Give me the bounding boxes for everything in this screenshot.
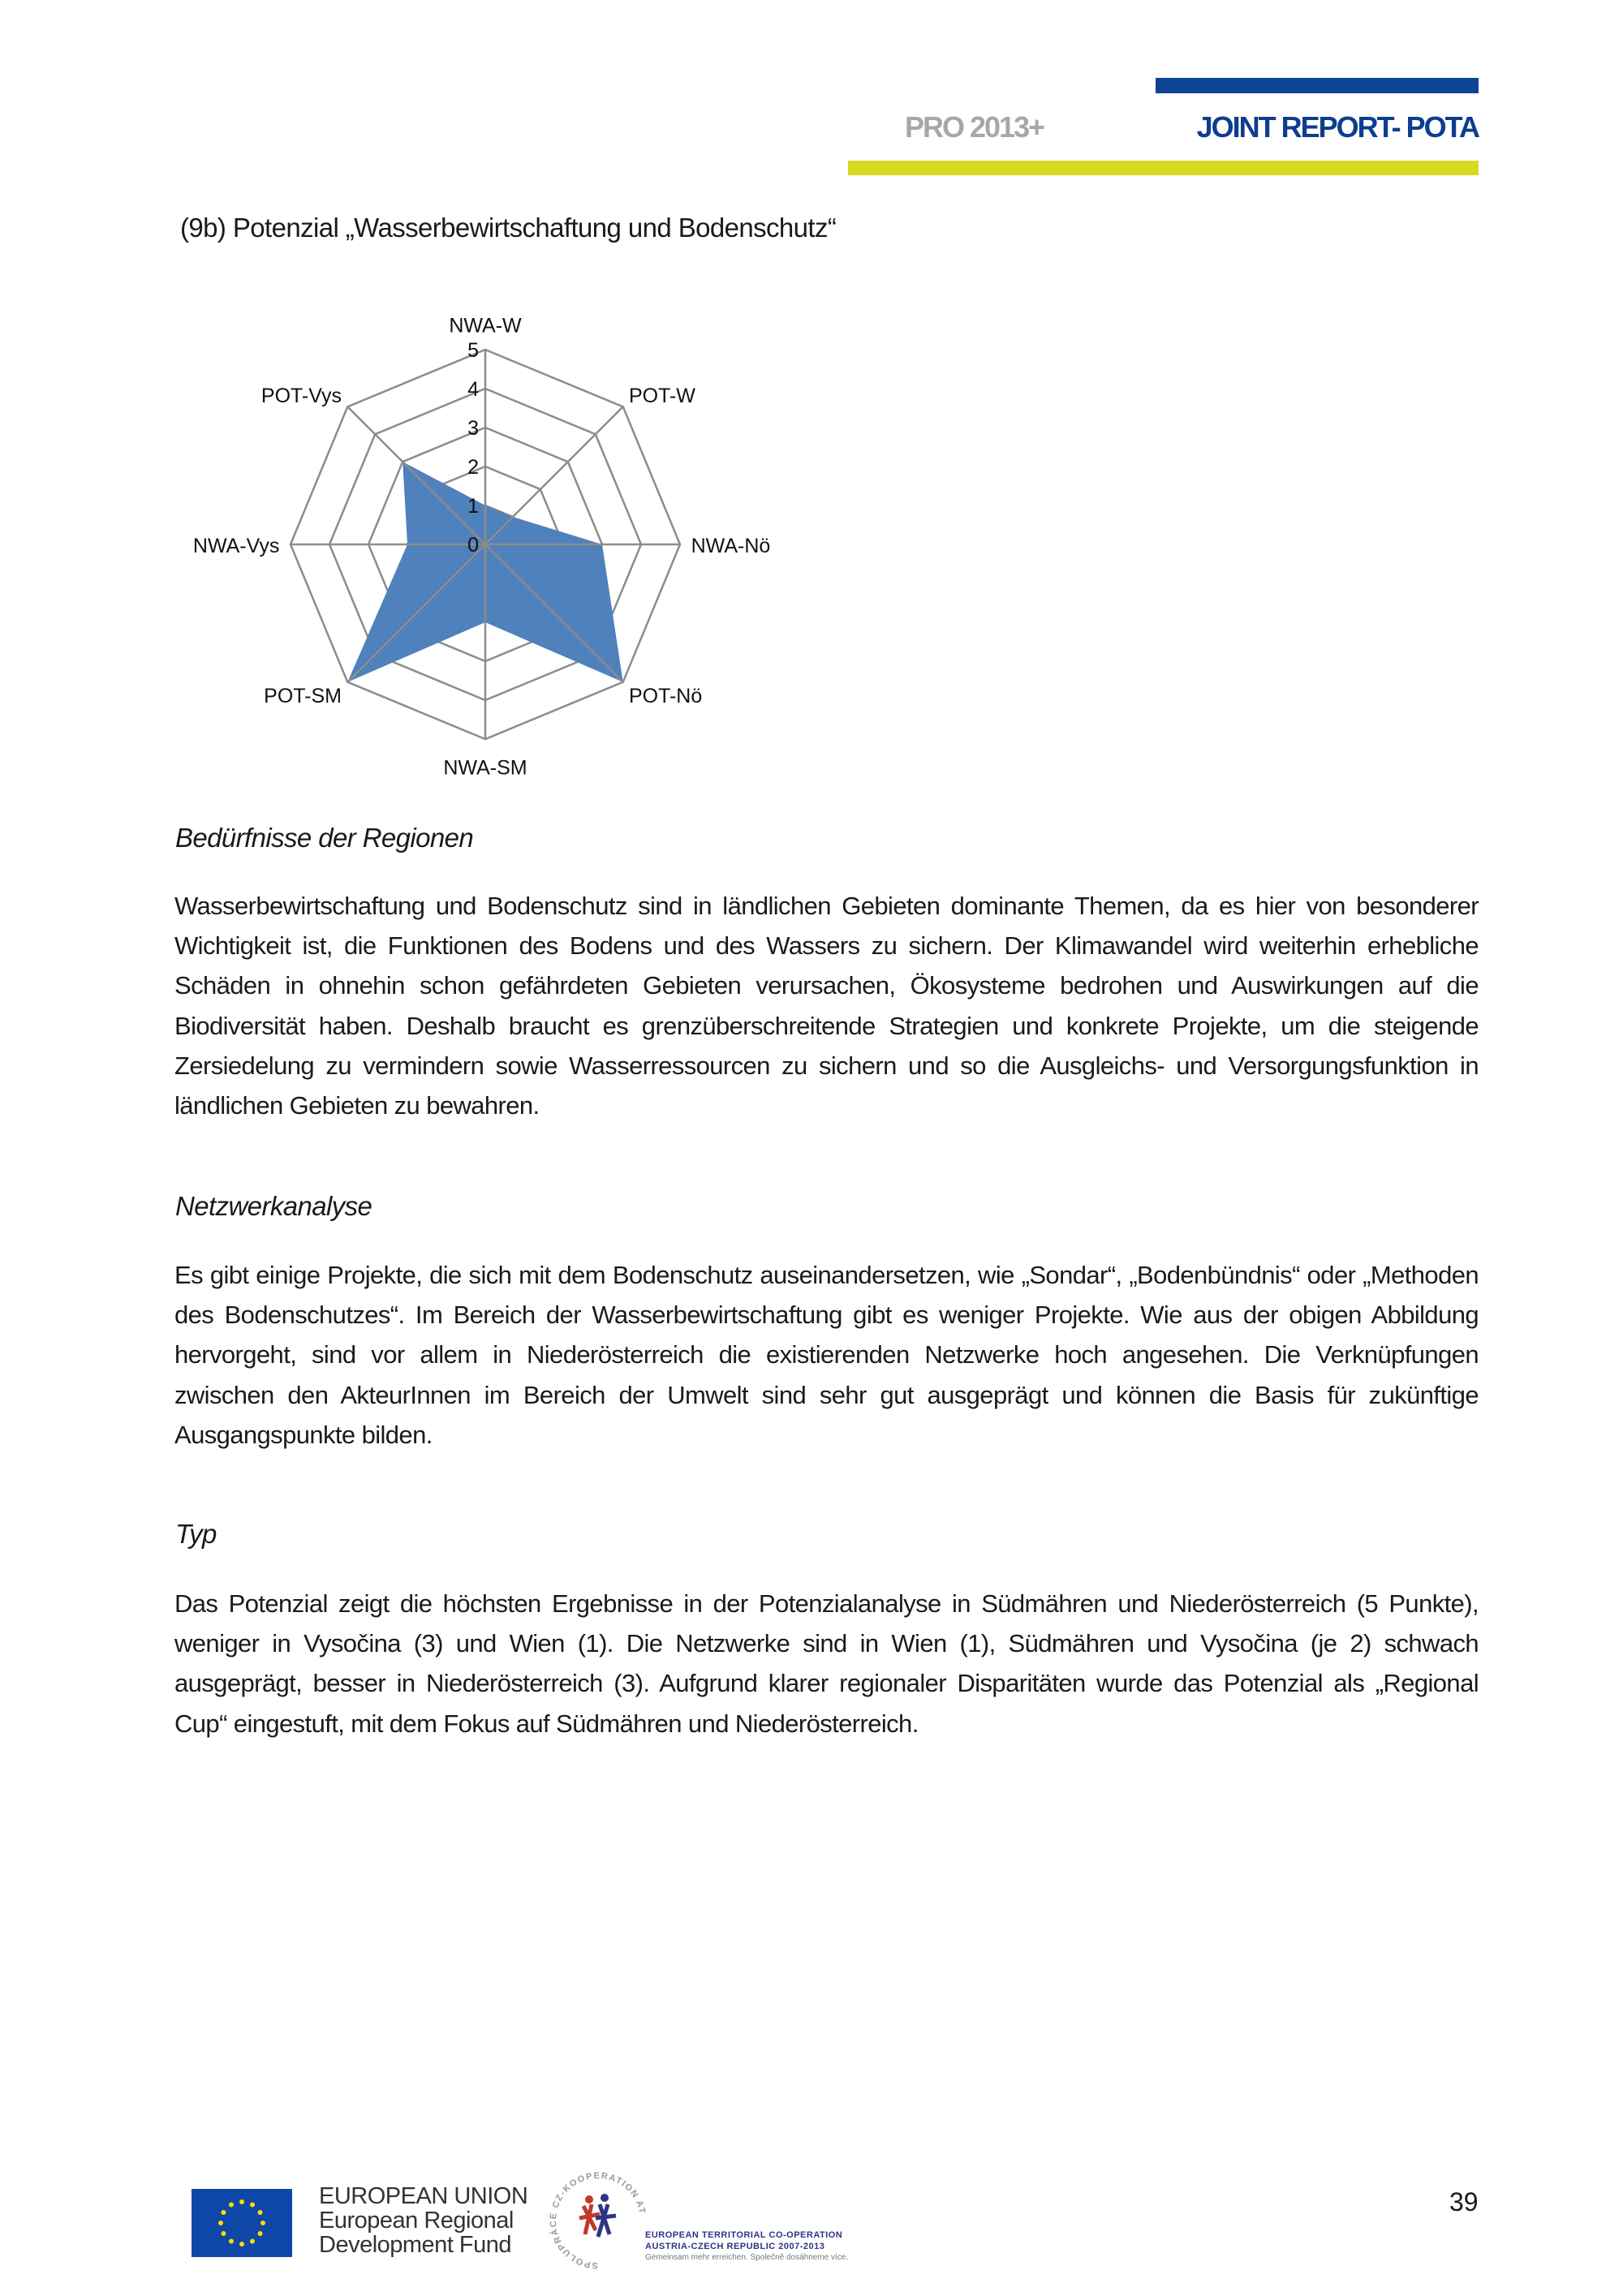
figure-blue-icon: [596, 2204, 616, 2237]
header-blue-bar: [1156, 78, 1479, 93]
eu-star: [229, 2202, 234, 2207]
radar-tick-label: 3: [467, 417, 479, 440]
eu-star: [250, 2202, 255, 2207]
eu-star: [260, 2221, 265, 2225]
eu-star: [221, 2210, 226, 2215]
etc-ring-textpath: SPOLUPRÁCE CZ-KOOPERATION AT: [548, 2170, 648, 2271]
eu-star: [239, 2199, 244, 2204]
radar-tick-label: 4: [467, 378, 479, 401]
radar-category-label: POT-Vys: [260, 385, 342, 408]
eu-star: [258, 2231, 263, 2236]
etc-line: EUROPEAN TERRITORIAL CO-OPERATION: [645, 2230, 843, 2240]
radar-tick-label: 2: [467, 456, 479, 479]
etc-ring-text: [549, 2171, 648, 2270]
radar-tick-label: 0: [467, 534, 479, 557]
eu-line: Development Fund: [319, 2232, 512, 2258]
eu-stars-icon: [192, 2189, 292, 2257]
eu-star: [239, 2242, 244, 2247]
radar-category-label: NWA-Nö: [691, 535, 771, 557]
section-heading-needs: Bedürfnisse der Regionen: [175, 823, 474, 853]
radar-category-label: POT-Nö: [628, 684, 703, 707]
header-report-title: JOINT REPORT- POTA: [1196, 110, 1479, 144]
radar-category-label: POT-W: [628, 385, 695, 408]
section-text-network: Es gibt einige Projekte, die sich mit dem Bodenschutz auseinandersetzen, wie „Sondar“, „Bodenbündnis“ oder „Methoden des Bodenschutzes“. Im Bereich der Wasserbewirtschaftung gibt es weniger Projekte. Wie aus der obigen Abbildung hervorgeht, sind vor allem in Niederösterreich die existierenden Netzwerke hoch angesehen. Die Verknüpfungen zwischen den AkteurInnen im Bereich der Umwelt sind sehr gut ausgeprägt und können die Basis für zukünftige Ausgangspunkte bilden.: [174, 1261, 1479, 1449]
etc-programme-logo: [545, 2168, 651, 2273]
header-project-title: PRO 2013+: [905, 110, 1044, 144]
eu-star: [221, 2231, 226, 2236]
eu-line: EUROPEAN UNION: [319, 2183, 528, 2209]
etc-programme-text: [645, 2229, 848, 2264]
eu-flag-logo: [192, 2189, 292, 2257]
eu-star: [218, 2221, 223, 2225]
radar-category-label: NWA-W: [449, 314, 522, 338]
radar-spokes: [291, 350, 680, 739]
etc-line: AUSTRIA-CZECH REPUBLIC 2007-2013: [645, 2242, 825, 2251]
eu-star: [258, 2210, 263, 2215]
eu-line: European Regional: [319, 2208, 514, 2234]
radar-category-label: NWA-Vys: [192, 535, 280, 557]
radar-chart: [162, 300, 812, 787]
radar-category-label: POT-SM: [264, 684, 342, 707]
section-text-type: Das Potenzial zeigt die höchsten Ergebnisse in der Potenzialanalyse in Südmähren und Niederösterreich (5 Punkte), weniger in Vysočina (3) und Wien (1). Die Netzwerke sind in Wien (1), Südmähren und Vysočina (je 2) schwach ausgeprägt, besser in Niederösterreich (3). Aufgrund klarer regionaler Disparitäten wurde das Potenzial als „Regional Cup“ eingestuft, mit dem Fokus auf Südmähren und Niederösterreich.: [174, 1589, 1479, 1738]
eu-fund-text: [319, 2184, 527, 2257]
eu-star: [229, 2239, 234, 2244]
page-number: 39: [1449, 2187, 1479, 2216]
section-heading-network: Netzwerkanalyse: [175, 1191, 372, 1221]
radar-tick-label: 5: [467, 339, 479, 362]
eu-star: [250, 2239, 255, 2244]
header-yellow-bar: [848, 161, 1479, 175]
section-heading-type: Typ: [175, 1519, 217, 1549]
radar-tick-label: 1: [467, 495, 479, 518]
etc-slogan: Gemeinsam mehr erreichen. Společně dosáhneme více.: [645, 2253, 849, 2262]
radar-category-label: NWA-SM: [443, 756, 527, 780]
figure-caption: (9b) Potenzial „Wasserbewirtschaftung und Bodenschutz“: [180, 213, 837, 243]
section-text-needs: Wasserbewirtschaftung und Bodenschutz sind in ländlichen Gebieten dominante Themen, da es hier von besonderer Wichtigkeit ist, die Funktionen des Bodens und des Wassers zu sichern. Der Klimawandel wird weiterhin erhebliche Schäden in ohnehin schon gefährdeten Gebieten verursachen, Ökosysteme bedrohen und Auswirkungen auf die Biodiversität haben. Deshalb braucht es grenzüberschreitende Strategien und konkrete Projekte, um die steigende Zersiedelung zu vermindern sowie Wasserressourcen zu sichern und so die Ausgleichs- und Versorgungsfunktion in ländlichen Gebieten zu bewahren.: [174, 892, 1479, 1120]
